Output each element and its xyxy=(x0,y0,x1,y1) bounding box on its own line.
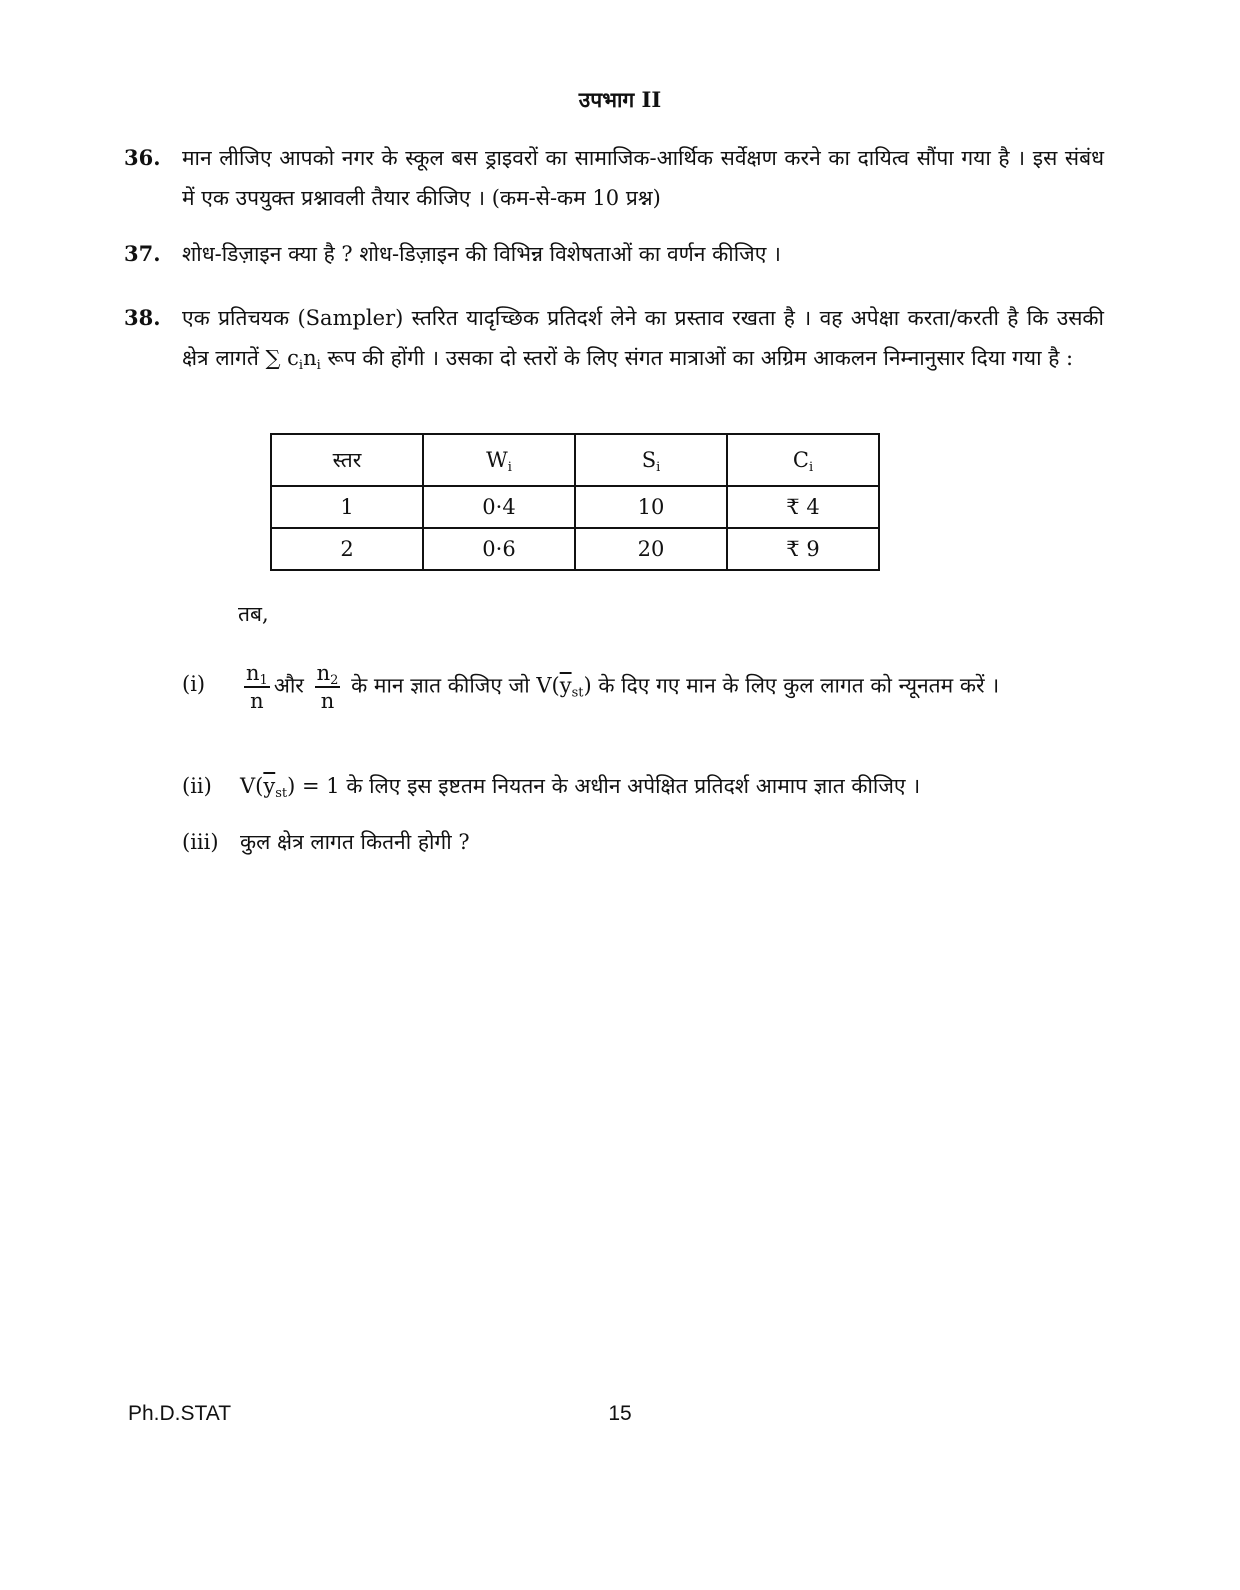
question-text: मान लीजिए आपको नगर के स्कूल बस ड्राइवरों का सामाजिक-आर्थिक सर्वेक्षण करने का दायित्व सौंपा गया है । इस संबंध में एक उपयुक्त प्रश्नावली तैयार कीजिए । (कम-से-कम 10 प्रश्न) xyxy=(182,146,1104,210)
table-row xyxy=(271,528,879,570)
question-38 xyxy=(124,298,1104,378)
subquestion-iii xyxy=(182,822,1102,862)
subquestion-text: कुल क्षेत्र लागत कितनी होगी ? xyxy=(240,830,470,854)
sum-cost-expression: ∑ $c_in_i$ xyxy=(265,346,321,373)
subquestion-text: $\frac{n_1}{n}$ और $\frac{n_2}{n}$ के मान ज्ञात कीजिए जो $V(\overline{y}_{st})$ के दिए गए मान के लिए कुल लागत को न्यूनतम करें । xyxy=(246,661,1000,713)
table-header-cell: $C_i$ xyxy=(727,434,879,486)
table-header-cell: स्तर xyxy=(271,434,423,486)
subquestion-i xyxy=(182,660,1102,714)
table-cell: ₹ 4 xyxy=(727,486,879,528)
section-title: उपभाग II xyxy=(578,87,662,112)
table-row xyxy=(271,486,879,528)
table-cell: 0·4 xyxy=(423,486,575,528)
strata-table xyxy=(270,433,880,571)
table-cell: 10 xyxy=(575,486,727,528)
question-number: 37. xyxy=(124,241,161,266)
then-label: तब, xyxy=(238,602,269,626)
table-header-cell: $S_i$ xyxy=(575,434,727,486)
table-cell: 1 xyxy=(271,486,423,528)
subquestion-ii xyxy=(182,766,1102,806)
subquestion-label: (ii) xyxy=(182,774,212,798)
table-cell: 0·6 xyxy=(423,528,575,570)
table-cell: ₹ 9 xyxy=(727,528,879,570)
question-37 xyxy=(124,234,1104,274)
question-text: एक प्रतिचयक (Sampler) स्तरित यादृच्छिक प्रतिदर्श लेने का प्रस्ताव रखता है । वह अपेक्षा करता/करती है कि उसकी क्षेत्र लागतें ∑ $c_in_i$ रूप की होंगी । उसका दो स्तरों के लिए संगत मात्राओं का अग्रिम आकलन निम्नानुसार दिया गया है : xyxy=(182,306,1104,373)
fraction-n1-over-n: $\frac{n_1}{n}$ xyxy=(246,661,268,713)
table-cell: 2 xyxy=(271,528,423,570)
table-header-cell: $W_i$ xyxy=(423,434,575,486)
fraction-n2-over-n: $\frac{n_2}{n}$ xyxy=(316,661,339,713)
subquestion-label: (i) xyxy=(182,672,206,696)
table-cell: 20 xyxy=(575,528,727,570)
subquestion-text: $V(\overline{y}_{st}) = 1$ के लिए इस इष्टतम नियतन के अधीन अपेक्षित प्रतिदर्श आमाप ज्ञात कीजिए । xyxy=(240,774,921,801)
paper-code: Ph.D.STAT xyxy=(128,1402,232,1425)
table-header-row xyxy=(271,434,879,486)
question-36 xyxy=(124,138,1104,218)
question-text: शोध-डिज़ाइन क्या है ? शोध-डिज़ाइन की विभिन्न विशेषताओं का वर्णन कीजिए । xyxy=(182,242,781,266)
subquestion-label: (iii) xyxy=(182,830,219,854)
question-number: 38. xyxy=(124,305,161,330)
page-number: 15 xyxy=(608,1402,632,1425)
question-number: 36. xyxy=(124,145,161,170)
